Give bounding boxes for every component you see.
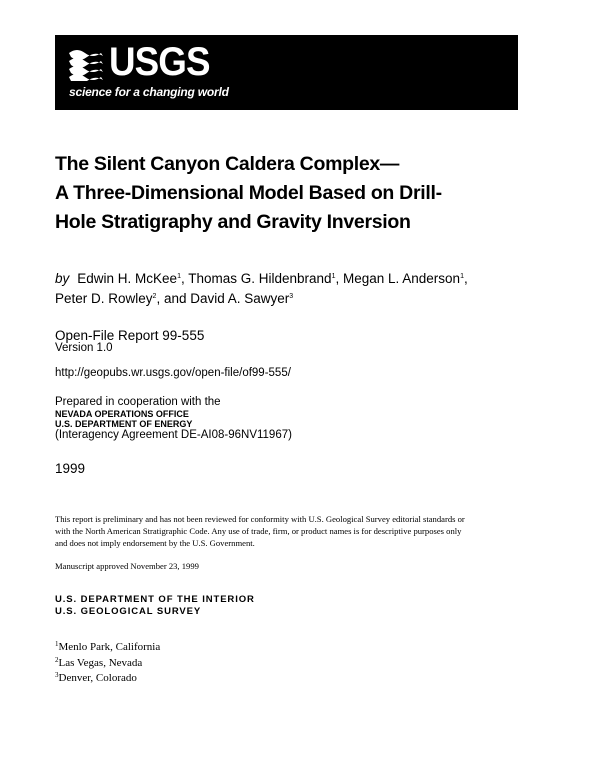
publication-year: 1999 — [55, 461, 86, 476]
by-label: by — [55, 271, 70, 286]
author-name: David A. Sawyer — [190, 291, 290, 306]
author-name: Thomas G. Hildenbrand — [188, 271, 332, 286]
cooperation-office: NEVADA OPERATIONS OFFICE — [55, 409, 189, 419]
cooperation-department: U.S. DEPARTMENT OF ENERGY — [55, 419, 193, 429]
author-sup: 2 — [152, 293, 157, 300]
author-name: Megan L. Anderson — [342, 271, 461, 286]
author-line — [55, 268, 555, 288]
usgs-logo — [55, 35, 518, 110]
affiliation-sup: 2 — [55, 655, 59, 664]
logo-wordmark: USGS — [109, 40, 210, 84]
affiliation-notes — [55, 638, 160, 685]
author-name: Edwin H. McKee — [77, 271, 178, 286]
title-line: A Three-Dimensional Model Based on Drill- — [55, 182, 442, 204]
affiliation-note — [55, 654, 160, 670]
logo-tagline: science for a changing world — [69, 85, 229, 99]
agency-department: U.S. DEPARTMENT OF THE INTERIOR — [55, 594, 255, 605]
cooperation-block — [55, 396, 292, 442]
affiliation-sup: 1 — [55, 640, 59, 648]
title-line: Hole Stratigraphy and Gravity Inversion — [55, 211, 411, 233]
report-number: Open-File Report 99-555 — [55, 328, 205, 343]
author-sep: , — [180, 271, 189, 286]
disclaimer-line: with the North American Stratigraphic Code. Any use of trade, firm, or product names is for descriptive purposes only — [55, 526, 462, 536]
usgs-wave-icon — [67, 47, 105, 81]
cooperation-intro: Prepared in cooperation with the — [55, 396, 221, 408]
author-list — [55, 268, 555, 308]
report-url[interactable]: http://geopubs.wr.usgs.gov/open-file/of99-555/ — [55, 367, 291, 379]
author-sup: 3 — [289, 293, 294, 300]
author-line — [55, 288, 555, 308]
title-line: The Silent Canyon Caldera Complex— — [55, 153, 400, 175]
author-sup: 1 — [460, 273, 464, 280]
disclaimer-line: and does not imply endorsement by the U.S. Government. — [55, 538, 255, 548]
author-sep: , and — [156, 291, 191, 306]
disclaimer-line: This report is preliminary and has not been reviewed for conformity with U.S. Geological Survey editorial standards or — [55, 514, 465, 524]
affiliation-place: Menlo Park, California — [58, 641, 161, 653]
disclaimer — [55, 513, 525, 549]
author-name: Peter D. Rowley — [55, 291, 153, 306]
affiliation-place: Denver, Colorado — [58, 672, 137, 684]
report-title — [55, 150, 535, 237]
affiliation-note — [55, 638, 160, 654]
agency-block — [55, 594, 255, 618]
affiliation-sup: 3 — [55, 671, 59, 679]
author-sep: , — [463, 271, 468, 286]
affiliation-note — [55, 669, 160, 685]
agency-survey: U.S. GEOLOGICAL SURVEY — [55, 606, 202, 617]
author-sup: 1 — [177, 273, 181, 280]
affiliation-place: Las Vegas, Nevada — [58, 656, 143, 669]
cooperation-agreement: (Interagency Agreement DE-AI08-96NV11967) — [55, 429, 292, 441]
manuscript-approval: Manuscript approved November 23, 1999 — [55, 561, 199, 571]
author-sep: , — [335, 271, 343, 286]
author-sup: 1 — [331, 273, 336, 280]
report-version: Version 1.0 — [55, 342, 113, 354]
